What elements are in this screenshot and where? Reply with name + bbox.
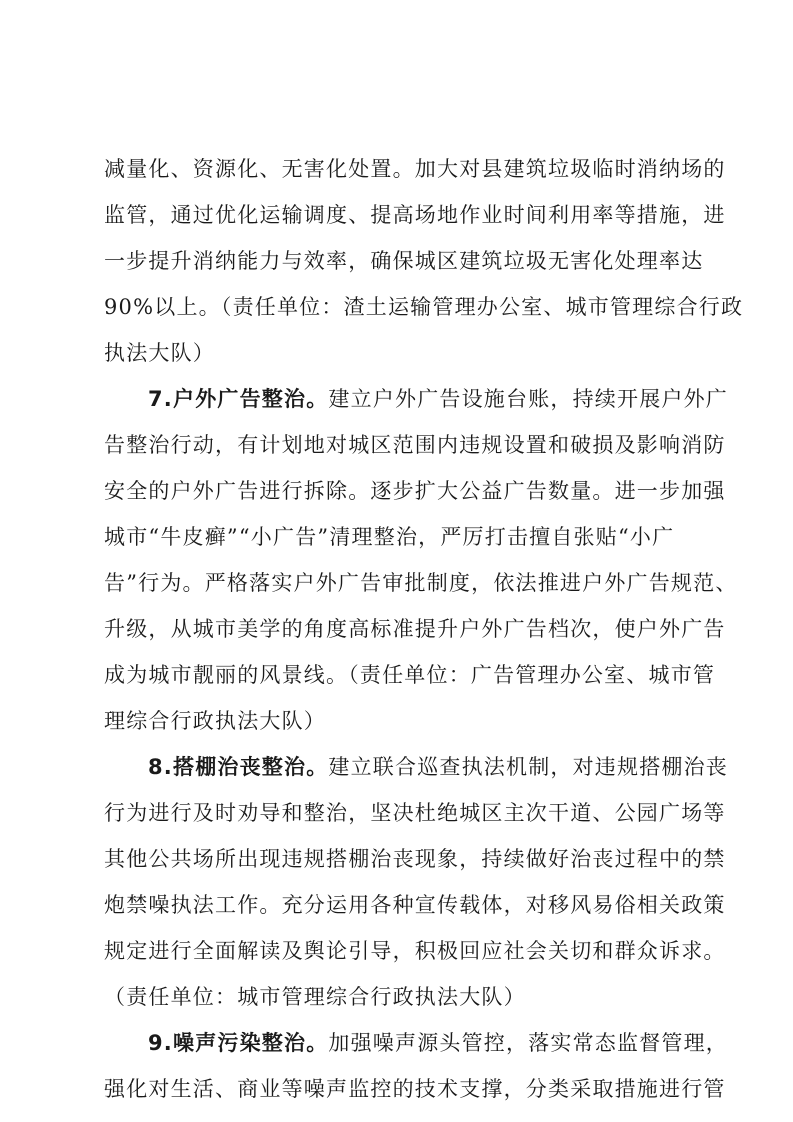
section-8-text: 建立联合巡查执法机制，对违规搭棚治丧 [328, 755, 728, 779]
section-7-heading: 7.户外广告整治。 [148, 387, 329, 411]
paragraph-line: 减量化、资源化、无害化处置。加大对县建筑垃圾临时消纳场的 [104, 157, 726, 181]
paragraph-line: 强化对生活、商业等噪声监控的技术支撑，分类采取措施进行管 [104, 1077, 726, 1101]
paragraph-line: 其他公共场所出现违规搭棚治丧现象，持续做好治丧过程中的禁 [104, 847, 726, 871]
paragraph-line: 监管，通过优化运输调度、提高场地作业时间利用率等措施，进 [104, 203, 726, 227]
paragraph-line: 理综合行政执法大队） [104, 709, 326, 733]
paragraph-line: 规定进行全面解读及舆论引导，积极回应社会关切和群众诉求。 [104, 939, 726, 963]
paragraph-line: 90%以上。（责任单位：渣土运输管理办公室、城市管理综合行政 [104, 295, 744, 319]
paragraph-line: 告整治行动，有计划地对城区范围内违规设置和破损及影响消防 [104, 433, 726, 457]
section-8-heading: 8.搭棚治丧整治。 [148, 755, 329, 779]
section-9-heading: 9.噪声污染整治。 [148, 1031, 329, 1055]
section-9-text: 加强噪声源头管控，落实常态监督管理， [328, 1031, 728, 1055]
paragraph-line: 安全的户外广告进行拆除。逐步扩大公益广告数量。进一步加强 [104, 479, 726, 503]
paragraph-line: 行为进行及时劝导和整治，坚决杜绝城区主次干道、公园广场等 [104, 801, 726, 825]
paragraph-line: 成为城市靓丽的风景线。（责任单位：广告管理办公室、城市管 [104, 663, 716, 687]
paragraph-line: （责任单位：城市管理综合行政执法大队） [104, 985, 526, 1009]
paragraph-line: 炮禁噪执法工作。充分运用各种宣传载体，对移风易俗相关政策 [104, 893, 726, 917]
paragraph-line: 告”行为。严格落实户外广告审批制度，依法推进户外广告规范、 [104, 571, 738, 595]
paragraph-line: 执法大队） [104, 341, 215, 365]
paragraph-line: 一步提升消纳能力与效率，确保城区建筑垃圾无害化处理率达 [104, 249, 704, 273]
section-7-text: 建立户外广告设施台账，持续开展户外广 [328, 387, 728, 411]
section-7-first-line [148, 384, 728, 414]
section-8-first-line [148, 752, 728, 782]
paragraph-line: 升级，从城市美学的角度高标准提升户外广告档次，使户外广告 [104, 617, 726, 641]
section-9-first-line [148, 1028, 728, 1058]
paragraph-line: 城市“牛皮癣”“小广告”清理整治，严厉打击擅自张贴“小广 [104, 525, 675, 549]
